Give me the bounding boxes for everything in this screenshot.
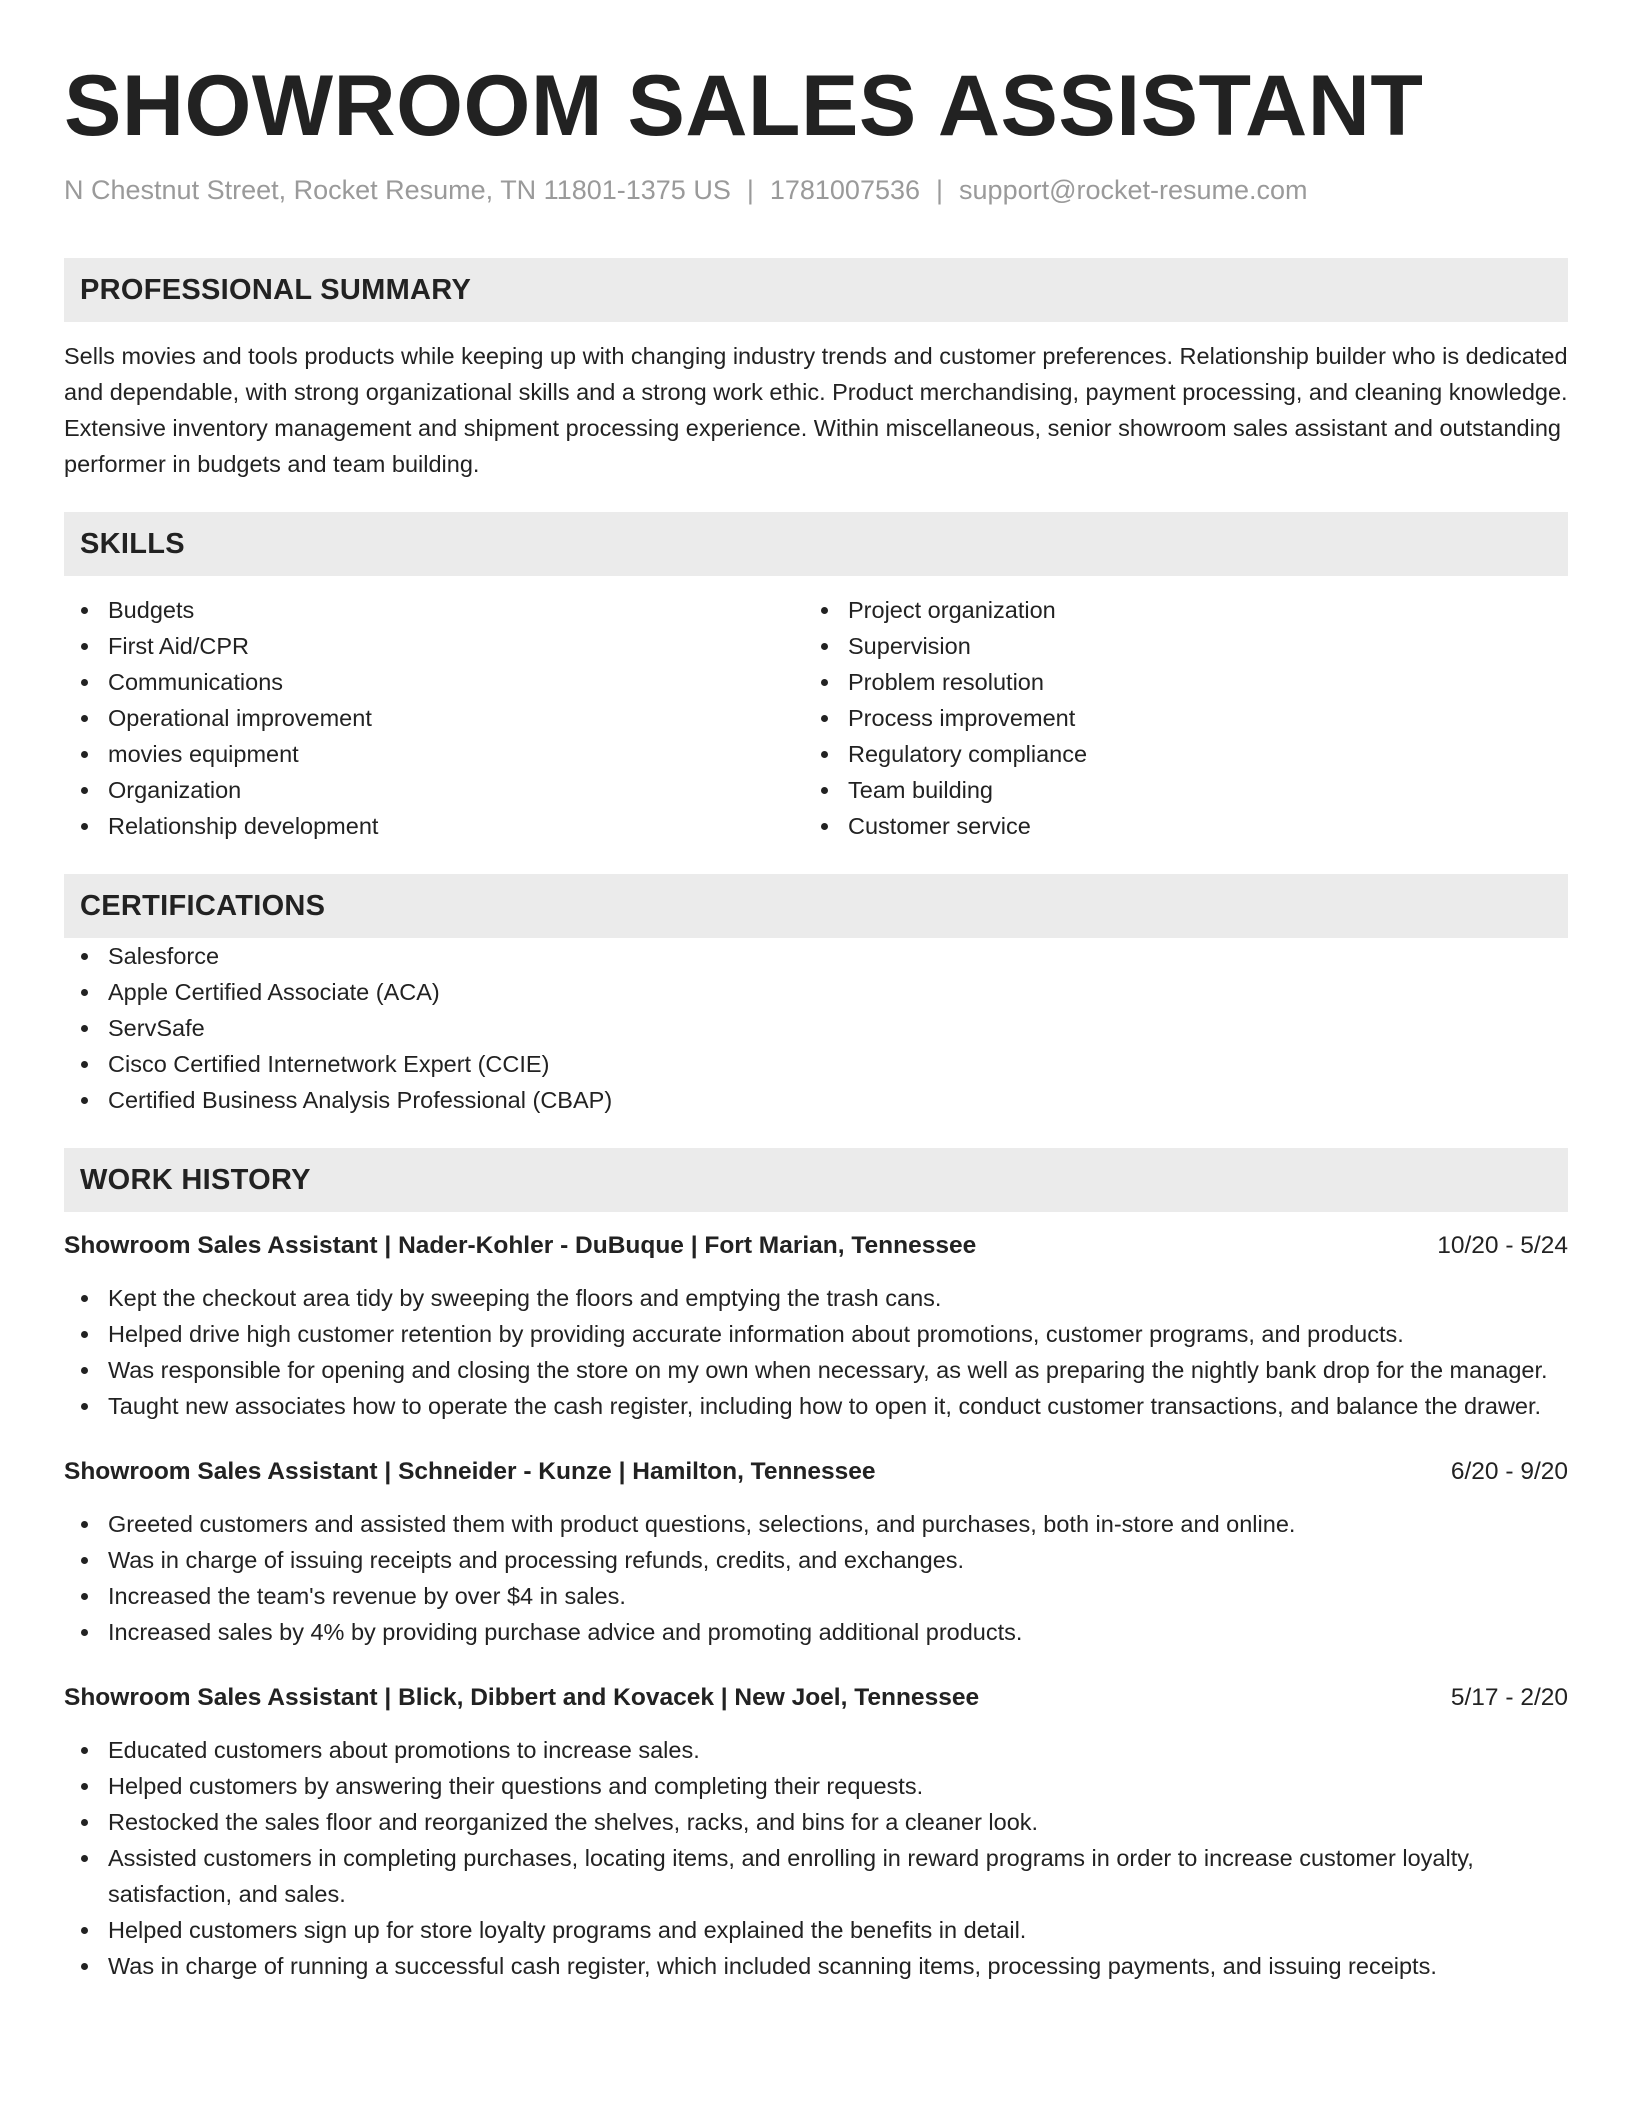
skills-grid <box>64 592 1568 844</box>
job-dates: 6/20 - 9/20 <box>1450 1458 1568 1485</box>
job-duty-item: Increased sales by 4% by providing purchase advice and promoting additional products. <box>64 1614 1568 1650</box>
job-dates: 10/20 - 5/24 <box>1437 1232 1568 1259</box>
contact-separator: | <box>746 175 754 205</box>
job-duties-list <box>64 1280 1568 1424</box>
certifications-list <box>64 938 1568 1118</box>
skill-item: movies equipment <box>64 736 804 772</box>
job-duty-item: Restocked the sales floor and reorganized the shelves, racks, and bins for a cleaner look. <box>64 1804 1568 1840</box>
work-history-section-header: WORK HISTORY <box>64 1148 1568 1212</box>
job-duties-list <box>64 1732 1568 1984</box>
skill-item: Supervision <box>804 628 1544 664</box>
job-title: Showroom Sales Assistant | Nader-Kohler - DuBuque | Fort Marian, Tennessee <box>64 1232 977 1259</box>
job-entry <box>64 1680 1568 1984</box>
job-duty-item: Increased the team's revenue by over $4 in sales. <box>64 1578 1568 1614</box>
certification-item: Certified Business Analysis Professional (CBAP) <box>64 1082 1568 1118</box>
skill-item: Communications <box>64 664 804 700</box>
skill-item: Operational improvement <box>64 700 804 736</box>
job-duty-item: Assisted customers in completing purchases, locating items, and enrolling in reward programs in order to increase customer loyalty, satisfaction, and sales. <box>64 1840 1568 1912</box>
certification-item: Cisco Certified Internetwork Expert (CCIE) <box>64 1046 1568 1082</box>
summary-text: Sells movies and tools products while keeping up with changing industry trends and customer preferences. Relationship builder who is dedicated and dependable, with strong organizational skills and a strong work ethic. Product merchandising, payment processing, and cleaning knowledge. Extensive inventory management and shipment processing experience. Within miscellaneous, senior showroom sales assistant and outstanding performer in budgets and team building. <box>64 343 1568 477</box>
job-heading-row <box>64 1454 1568 1490</box>
skill-item: Customer service <box>804 808 1544 844</box>
contact-email: support@rocket-resume.com <box>959 175 1308 205</box>
job-dates: 5/17 - 2/20 <box>1450 1684 1568 1711</box>
skill-item: Problem resolution <box>804 664 1544 700</box>
skill-item: First Aid/CPR <box>64 628 804 664</box>
skill-item: Team building <box>804 772 1544 808</box>
job-heading-row <box>64 1228 1568 1264</box>
contact-line <box>64 172 1568 208</box>
job-duties-list <box>64 1506 1568 1650</box>
contact-phone: 1781007536 <box>769 175 921 205</box>
summary-section-header: PROFESSIONAL SUMMARY <box>64 258 1568 322</box>
job-heading-row <box>64 1680 1568 1716</box>
skills-column-left <box>64 592 804 844</box>
certifications-section-header: CERTIFICATIONS <box>64 874 1568 938</box>
skill-item: Organization <box>64 772 804 808</box>
contact-separator: | <box>936 175 944 205</box>
certification-item: ServSafe <box>64 1010 1568 1046</box>
job-duty-item: Kept the checkout area tidy by sweeping the floors and emptying the trash cans. <box>64 1280 1568 1316</box>
job-duty-item: Was responsible for opening and closing the store on my own when necessary, as well as preparing the nightly bank drop for the manager. <box>64 1352 1568 1388</box>
skills-section-header: SKILLS <box>64 512 1568 576</box>
resume-name: SHOWROOM SALES ASSISTANT <box>64 58 1424 154</box>
job-duty-item: Helped drive high customer retention by providing accurate information about promotions, customer programs, and products. <box>64 1316 1568 1352</box>
certification-item: Salesforce <box>64 938 1568 974</box>
skills-list-left <box>64 592 804 844</box>
job-duty-item: Helped customers sign up for store loyalty programs and explained the benefits in detail. <box>64 1912 1568 1948</box>
skill-item: Relationship development <box>64 808 804 844</box>
certification-item: Apple Certified Associate (ACA) <box>64 974 1568 1010</box>
job-duty-item: Helped customers by answering their questions and completing their requests. <box>64 1768 1568 1804</box>
job-duty-item: Was in charge of running a successful cash register, which included scanning items, processing payments, and issuing receipts. <box>64 1948 1568 1984</box>
job-duty-item: Was in charge of issuing receipts and processing refunds, credits, and exchanges. <box>64 1542 1568 1578</box>
contact-address: N Chestnut Street, Rocket Resume, TN 11801-1375 US <box>64 175 731 205</box>
skill-item: Regulatory compliance <box>804 736 1544 772</box>
skills-column-right <box>804 592 1544 844</box>
skill-item: Budgets <box>64 592 804 628</box>
job-title: Showroom Sales Assistant | Schneider - Kunze | Hamilton, Tennessee <box>64 1458 876 1485</box>
skill-item: Process improvement <box>804 700 1544 736</box>
job-entry <box>64 1228 1568 1424</box>
skill-item: Project organization <box>804 592 1544 628</box>
job-entry <box>64 1454 1568 1650</box>
job-duty-item: Taught new associates how to operate the cash register, including how to open it, conduct customer transactions, and balance the drawer. <box>64 1388 1568 1424</box>
job-title: Showroom Sales Assistant | Blick, Dibbert and Kovacek | New Joel, Tennessee <box>64 1684 980 1711</box>
job-duty-item: Greeted customers and assisted them with product questions, selections, and purchases, both in-store and online. <box>64 1506 1568 1542</box>
job-duty-item: Educated customers about promotions to increase sales. <box>64 1732 1568 1768</box>
skills-list-right <box>804 592 1544 844</box>
